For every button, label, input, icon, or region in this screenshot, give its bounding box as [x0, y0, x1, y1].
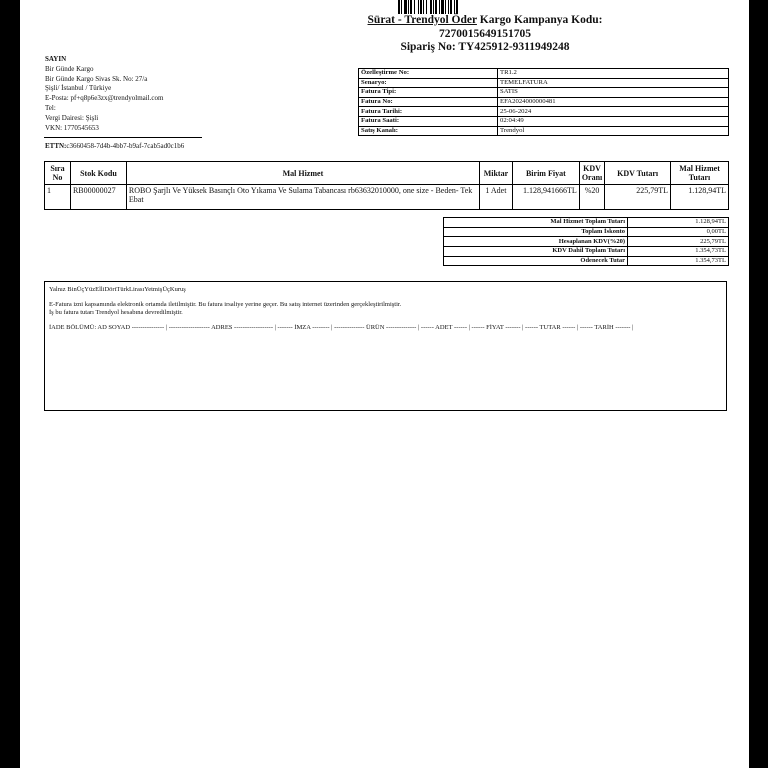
meta-value: 25-06-2024 — [498, 107, 729, 117]
barcode-bar — [458, 0, 459, 14]
col-header: Mal Hizmet — [126, 162, 479, 185]
col-header: KDV Tutarı — [605, 162, 671, 185]
buyer-line: VKN: 1770545653 — [45, 123, 99, 132]
col-header: Miktar — [479, 162, 512, 185]
buyer-info — [45, 55, 275, 133]
meta-value: Trendyol — [498, 126, 729, 136]
cell-line-total: 1.128,94TL — [671, 185, 729, 210]
invoice-header — [320, 14, 650, 55]
items-header-row — [45, 162, 729, 185]
campaign-code-label — [320, 14, 650, 28]
totals-value: 0,00TL — [628, 227, 729, 237]
cell-unit-price: 1.128,941666TL — [512, 185, 579, 210]
meta-key: Fatura No: — [359, 97, 498, 107]
cell-index: 1 — [45, 185, 71, 210]
totals-key: KDV Dahil Toplam Tutarı — [444, 247, 628, 257]
meta-row — [359, 88, 729, 98]
totals-row — [444, 218, 729, 228]
cell-stock-code: RB00000027 — [70, 185, 126, 210]
meta-key: Fatura Tarihi: — [359, 107, 498, 117]
col-header: Stok Kodu — [70, 162, 126, 185]
totals-row — [444, 227, 729, 237]
totals-key: Hesaplanan KDV(%20) — [444, 237, 628, 247]
col-header: Mal Hizmet Tutarı — [671, 162, 729, 185]
einvoice-note: E-Fatura izni kapsamında elektronik ortamda iletilmiştir. Bu fatura irsaliye yerine geçer. Bu satış internet üzerinden gerçekleştirilmiştir. — [49, 301, 402, 308]
items-table — [44, 161, 729, 210]
ettn-label: ETTN: — [45, 142, 67, 150]
barcode-image — [398, 0, 480, 14]
meta-value: TEMELFATURA — [498, 78, 729, 88]
totals-key: Mal Hizmet Toplam Tutarı — [444, 218, 628, 228]
order-number: Sipariş No: TY425912-9311949248 — [400, 41, 570, 53]
buyer-line: Şişli/ İstanbul / Türkiye — [45, 84, 112, 93]
buyer-line: Vergi Dairesi: Şişli — [45, 113, 99, 122]
meta-row — [359, 116, 729, 126]
buyer-line: Tel: — [45, 103, 56, 112]
totals-value: 1.128,94TL — [628, 218, 729, 228]
totals-row — [444, 247, 729, 257]
totals-table — [443, 217, 729, 266]
totals-key: Ödenecek Tutar — [444, 256, 628, 266]
meta-row — [359, 97, 729, 107]
ettn-value: c3660458-7d4b-4bb7-b9af-7cab5ad0c1b6 — [66, 142, 185, 150]
totals-row — [444, 256, 729, 266]
buyer-line: E-Posta: pf+q8p6e3zx@trendyolmail.com — [45, 94, 164, 103]
buyer-label: SAYIN — [45, 55, 67, 63]
meta-value: EFA2024000000481 — [498, 97, 729, 107]
meta-value: 02:04:49 — [498, 116, 729, 126]
divider — [44, 137, 202, 138]
totals-row — [444, 237, 729, 247]
cell-vat-amount: 225,79TL — [605, 185, 671, 210]
col-header: KDV Oranı — [579, 162, 604, 185]
buyer-line: Bir Günde Kargo — [45, 64, 94, 73]
meta-key: Özelleştirme No: — [359, 69, 498, 79]
meta-key: Fatura Tipi: — [359, 88, 498, 98]
cell-vat-rate: %20 — [579, 185, 604, 210]
totals-key: Toplam İskonto — [444, 227, 628, 237]
meta-row — [359, 126, 729, 136]
meta-value: TR1.2 — [498, 69, 729, 79]
ettn — [45, 142, 184, 150]
payer-text: Sürat - Trendyol Öder — [367, 14, 477, 26]
meta-key: Fatura Saati: — [359, 116, 498, 126]
totals-value: 1.354,73TL — [628, 247, 729, 257]
meta-row — [359, 107, 729, 117]
meta-row — [359, 69, 729, 79]
col-header: Sıra No — [45, 162, 71, 185]
invoice-page — [20, 0, 749, 768]
col-header: Birim Fiyat — [512, 162, 579, 185]
notes-box — [44, 281, 727, 411]
totals-value: 225,79TL — [628, 237, 729, 247]
totals-value: 1.354,73TL — [628, 256, 729, 266]
meta-key: Satış Kanalı: — [359, 126, 498, 136]
meta-key: Senaryo: — [359, 78, 498, 88]
return-section: İADE BÖLÜMÜ: AD SOYAD --------------- | ------------------- ADRES ------------------ | ------- İMZA -------- | -------------- ÜRÜN -------------- | ------ ADET ------ | ------ FİYAT ------- | ------ TUTAR ------ | ------ TARİH ------- | — [49, 324, 634, 331]
cell-description: ROBO Şarjlı Ve Yüksek Basınçlı Oto Yıkama Ve Sulama Tabancası rb63632010000, one size - Beden- Tek Ebat — [126, 185, 479, 210]
meta-row — [359, 78, 729, 88]
meta-value: SATIS — [498, 88, 729, 98]
invoice-meta-table — [358, 68, 729, 136]
campaign-label-text: Kargo Kampanya Kodu: — [476, 14, 603, 26]
cell-quantity: 1 Adet — [479, 185, 512, 210]
table-row — [45, 185, 729, 210]
transfer-note: İş bu fatura tutarı Trendyol hesabına devredilmiştir. — [49, 309, 183, 316]
buyer-line: Bir Günde Kargo Sivas Sk. No: 27/a — [45, 74, 148, 83]
amount-in-words: Yalnız BinÜçYüzElliDörtTürkLirasıYetmişÜçKuruş — [49, 286, 186, 293]
campaign-code: 7270015649151705 — [439, 27, 531, 40]
